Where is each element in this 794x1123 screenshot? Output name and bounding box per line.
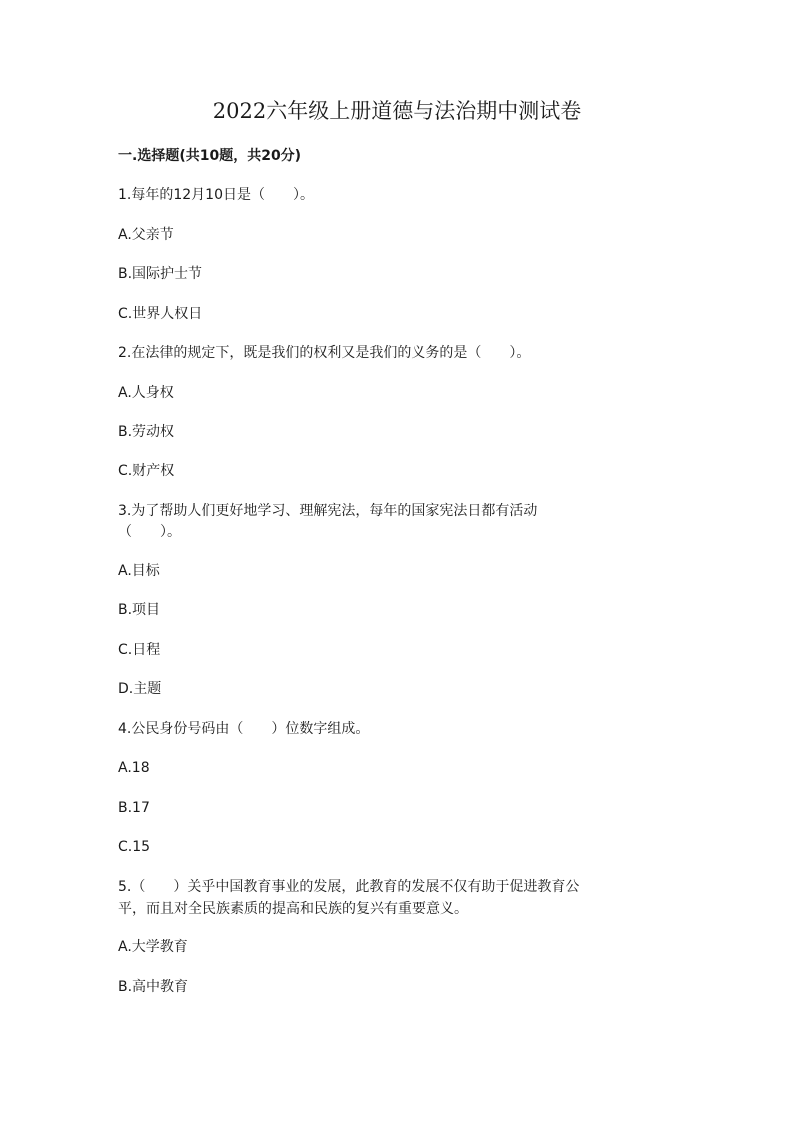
question-3-stem-line-1: 3.为了帮助人们更好地学习、理解宪法，每年的国家宪法日都有活动 <box>118 503 538 519</box>
question-5-stem-line-2: 平，而且对全民族素质的提高和民族的复兴有重要意义。 <box>118 901 468 917</box>
question-3-option-a: A.目标 <box>118 563 160 579</box>
question-1-option-c: C.世界人权日 <box>118 306 203 322</box>
question-4-option-b: B.17 <box>118 800 150 816</box>
question-5-stem-line-1: 5.（ ）关乎中国教育事业的发展，此教育的发展不仅有助于促进教育公 <box>118 879 580 895</box>
question-5-option-a: A.大学教育 <box>118 939 188 955</box>
question-2-option-c: C.财产权 <box>118 463 175 479</box>
question-2-option-b: B.劳动权 <box>118 424 175 440</box>
question-2-stem: 2.在法律的规定下，既是我们的权利又是我们的义务的是（ ）。 <box>118 345 531 361</box>
question-4-option-a: A.18 <box>118 760 150 776</box>
section-heading: 一.选择题(共10题，共20分) <box>118 148 302 164</box>
question-1-option-b: B.国际护士节 <box>118 266 203 282</box>
exam-title: 2022六年级上册道德与法治期中测试卷 <box>212 99 582 123</box>
question-2-option-a: A.人身权 <box>118 385 174 401</box>
question-5-option-b: B.高中教育 <box>118 979 189 995</box>
question-3-option-d: D.主题 <box>118 681 162 697</box>
question-4-stem: 4.公民身份号码由（ ）位数字组成。 <box>118 721 370 737</box>
question-4-option-c: C.15 <box>118 839 151 855</box>
question-3-stem-line-2: （ ）。 <box>118 524 181 540</box>
question-1-option-a: A.父亲节 <box>118 227 174 243</box>
question-3-option-b: B.项目 <box>118 602 161 618</box>
question-3-option-c: C.日程 <box>118 642 161 658</box>
question-1-stem: 1.每年的12月10日是（ ）。 <box>118 187 314 203</box>
